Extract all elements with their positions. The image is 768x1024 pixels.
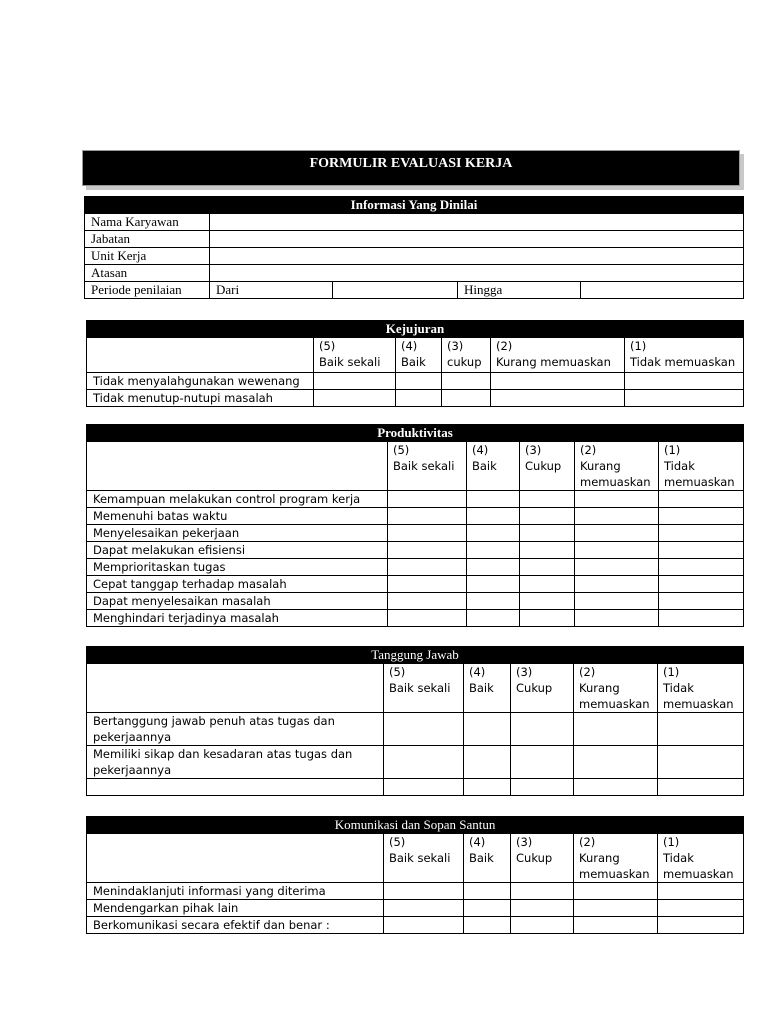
- field-label: Jabatan: [85, 231, 210, 248]
- field-value[interactable]: [210, 265, 744, 282]
- scale-2: (2) Kurang memuaskan: [491, 338, 625, 373]
- blank-cell: [87, 834, 384, 883]
- section-header: Kejujuran: [87, 321, 744, 338]
- rating-cell[interactable]: [511, 779, 574, 796]
- rating-cell[interactable]: [467, 508, 520, 525]
- rating-cell[interactable]: [574, 746, 658, 779]
- scale-4: (4) Baik: [464, 664, 511, 713]
- rating-cell[interactable]: [520, 576, 575, 593]
- rating-cell[interactable]: [659, 559, 744, 576]
- scale-1: (1) Tidak memuaskan: [625, 338, 744, 373]
- info-header: Informasi Yang Dinilai: [85, 197, 744, 214]
- blank-cell: [87, 338, 314, 373]
- rating-cell[interactable]: [659, 542, 744, 559]
- rating-cell[interactable]: [658, 900, 744, 917]
- rating-cell[interactable]: [511, 746, 574, 779]
- scale-3: (3) cukup: [442, 338, 491, 373]
- rating-cell[interactable]: [467, 593, 520, 610]
- rating-cell[interactable]: [467, 491, 520, 508]
- criterion-label: Dapat menyelesaikan masalah: [87, 593, 388, 610]
- rating-cell[interactable]: [520, 593, 575, 610]
- field-value[interactable]: [210, 248, 744, 265]
- rating-cell[interactable]: [467, 542, 520, 559]
- rating-cell[interactable]: [396, 390, 442, 407]
- rating-cell[interactable]: [574, 779, 658, 796]
- rating-cell[interactable]: [442, 373, 491, 390]
- rating-cell[interactable]: [388, 610, 467, 627]
- scale-2: (2) Kurang memuaskan: [575, 442, 659, 491]
- rating-cell[interactable]: [574, 900, 658, 917]
- rating-cell[interactable]: [384, 779, 464, 796]
- criterion-label: Bertanggung jawab penuh atas tugas dan pekerjaannya: [87, 713, 384, 746]
- section-header: Tanggung Jawab: [87, 647, 744, 664]
- rating-cell[interactable]: [384, 900, 464, 917]
- rating-cell[interactable]: [575, 491, 659, 508]
- rating-cell[interactable]: [384, 713, 464, 746]
- rating-cell[interactable]: [658, 713, 744, 746]
- criterion-label: Tidak menyalahgunakan wewenang: [87, 373, 314, 390]
- rating-cell[interactable]: [388, 593, 467, 610]
- rating-cell[interactable]: [520, 559, 575, 576]
- rating-cell[interactable]: [659, 593, 744, 610]
- rating-cell[interactable]: [511, 883, 574, 900]
- rating-cell[interactable]: [575, 610, 659, 627]
- criterion-label: Cepat tanggap terhadap masalah: [87, 576, 388, 593]
- rating-cell[interactable]: [520, 610, 575, 627]
- criterion-label: Dapat melakukan efisiensi: [87, 542, 388, 559]
- scale-1: (1) Tidak memuaskan: [658, 664, 744, 713]
- blank-cell: [87, 664, 384, 713]
- scale-2: (2) Kurang memuaskan: [574, 664, 658, 713]
- rating-cell[interactable]: [442, 390, 491, 407]
- criterion-label: Berkomunikasi secara efektif dan benar :: [87, 917, 384, 934]
- rating-cell[interactable]: [388, 542, 467, 559]
- rating-cell[interactable]: [464, 883, 511, 900]
- rating-cell[interactable]: [575, 508, 659, 525]
- scale-5: (5) Baik sekali: [384, 664, 464, 713]
- scale-4: (4) Baik: [467, 442, 520, 491]
- rating-cell[interactable]: [575, 593, 659, 610]
- rating-cell[interactable]: [491, 373, 625, 390]
- rating-cell[interactable]: [511, 900, 574, 917]
- criterion-label: Memprioritaskan tugas: [87, 559, 388, 576]
- rating-cell[interactable]: [658, 883, 744, 900]
- scale-3: (3) Cukup: [511, 664, 574, 713]
- rating-cell[interactable]: [574, 883, 658, 900]
- scale-4: (4) Baik: [396, 338, 442, 373]
- rating-cell[interactable]: [659, 491, 744, 508]
- to-value[interactable]: [581, 282, 744, 299]
- scale-5: (5) Baik sekali: [388, 442, 467, 491]
- scale-5: (5) Baik sekali: [384, 834, 464, 883]
- rating-cell[interactable]: [467, 559, 520, 576]
- from-label: Dari: [210, 282, 333, 299]
- scale-5: (5) Baik sekali: [314, 338, 396, 373]
- rating-cell[interactable]: [575, 559, 659, 576]
- rating-cell[interactable]: [388, 559, 467, 576]
- field-value[interactable]: [210, 231, 744, 248]
- criterion-label: Mendengarkan pihak lain: [87, 900, 384, 917]
- form-title-bar: [82, 150, 740, 186]
- field-label: Atasan: [85, 265, 210, 282]
- criterion-label: [87, 779, 384, 796]
- rating-cell[interactable]: [388, 491, 467, 508]
- rating-cell[interactable]: [491, 390, 625, 407]
- rating-cell[interactable]: [575, 542, 659, 559]
- rating-cell[interactable]: [575, 525, 659, 542]
- rating-cell[interactable]: [520, 508, 575, 525]
- kejujuran-table: [86, 320, 744, 407]
- criterion-label: Menghindari terjadinya masalah: [87, 610, 388, 627]
- rating-cell[interactable]: [574, 917, 658, 934]
- section-header: Komunikasi dan Sopan Santun: [87, 817, 744, 834]
- rating-cell[interactable]: [575, 576, 659, 593]
- field-value[interactable]: [210, 214, 744, 231]
- rating-cell[interactable]: [396, 373, 442, 390]
- rating-cell[interactable]: [384, 746, 464, 779]
- scale-2: (2) Kurang memuaskan: [574, 834, 658, 883]
- criterion-label: Menyelesaikan pekerjaan: [87, 525, 388, 542]
- from-value[interactable]: [333, 282, 458, 299]
- criterion-label: Tidak menutup-nutupi masalah: [87, 390, 314, 407]
- rating-cell[interactable]: [625, 390, 744, 407]
- rating-cell[interactable]: [574, 713, 658, 746]
- scale-3: (3) Cukup: [511, 834, 574, 883]
- rating-cell[interactable]: [464, 917, 511, 934]
- criterion-label: Menindaklanjuti informasi yang diterima: [87, 883, 384, 900]
- rating-cell[interactable]: [464, 713, 511, 746]
- rating-cell[interactable]: [464, 746, 511, 779]
- rating-cell[interactable]: [388, 508, 467, 525]
- rating-cell[interactable]: [388, 525, 467, 542]
- rating-cell[interactable]: [464, 900, 511, 917]
- rating-cell[interactable]: [658, 779, 744, 796]
- form-title: FORMULIR EVALUASI KERJA: [309, 156, 513, 171]
- rating-cell[interactable]: [659, 610, 744, 627]
- field-label: Unit Kerja: [85, 248, 210, 265]
- rating-cell[interactable]: [314, 390, 396, 407]
- rating-cell[interactable]: [511, 713, 574, 746]
- rating-cell[interactable]: [314, 373, 396, 390]
- rating-cell[interactable]: [658, 917, 744, 934]
- rating-cell[interactable]: [467, 576, 520, 593]
- rating-cell[interactable]: [384, 917, 464, 934]
- komunikasi-table: [86, 816, 744, 934]
- rating-cell[interactable]: [625, 373, 744, 390]
- criterion-label: Memenuhi batas waktu: [87, 508, 388, 525]
- rating-cell[interactable]: [388, 576, 467, 593]
- criterion-label: Kemampuan melakukan control program kerja: [87, 491, 388, 508]
- scale-3: (3) Cukup: [520, 442, 575, 491]
- field-label: Nama Karyawan: [85, 214, 210, 231]
- scale-1: (1) Tidak memuaskan: [659, 442, 744, 491]
- rating-cell[interactable]: [659, 576, 744, 593]
- period-label: Periode penilaian: [85, 282, 210, 299]
- scale-1: (1) Tidak memuaskan: [658, 834, 744, 883]
- rating-cell[interactable]: [659, 525, 744, 542]
- rating-cell[interactable]: [520, 525, 575, 542]
- rating-cell[interactable]: [467, 525, 520, 542]
- section-header: Produktivitas: [87, 425, 744, 442]
- blank-cell: [87, 442, 388, 491]
- produktivitas-table: [86, 424, 744, 627]
- rating-cell[interactable]: [658, 746, 744, 779]
- rating-cell[interactable]: [511, 917, 574, 934]
- rating-cell[interactable]: [384, 883, 464, 900]
- scale-4: (4) Baik: [464, 834, 511, 883]
- rating-cell[interactable]: [659, 508, 744, 525]
- rating-cell[interactable]: [520, 542, 575, 559]
- rating-cell[interactable]: [467, 610, 520, 627]
- tanggung-jawab-table: [86, 646, 744, 796]
- to-label: Hingga: [458, 282, 581, 299]
- info-table: [84, 196, 744, 299]
- criterion-label: Memiliki sikap dan kesadaran atas tugas dan pekerjaannya: [87, 746, 384, 779]
- rating-cell[interactable]: [520, 491, 575, 508]
- rating-cell[interactable]: [464, 779, 511, 796]
